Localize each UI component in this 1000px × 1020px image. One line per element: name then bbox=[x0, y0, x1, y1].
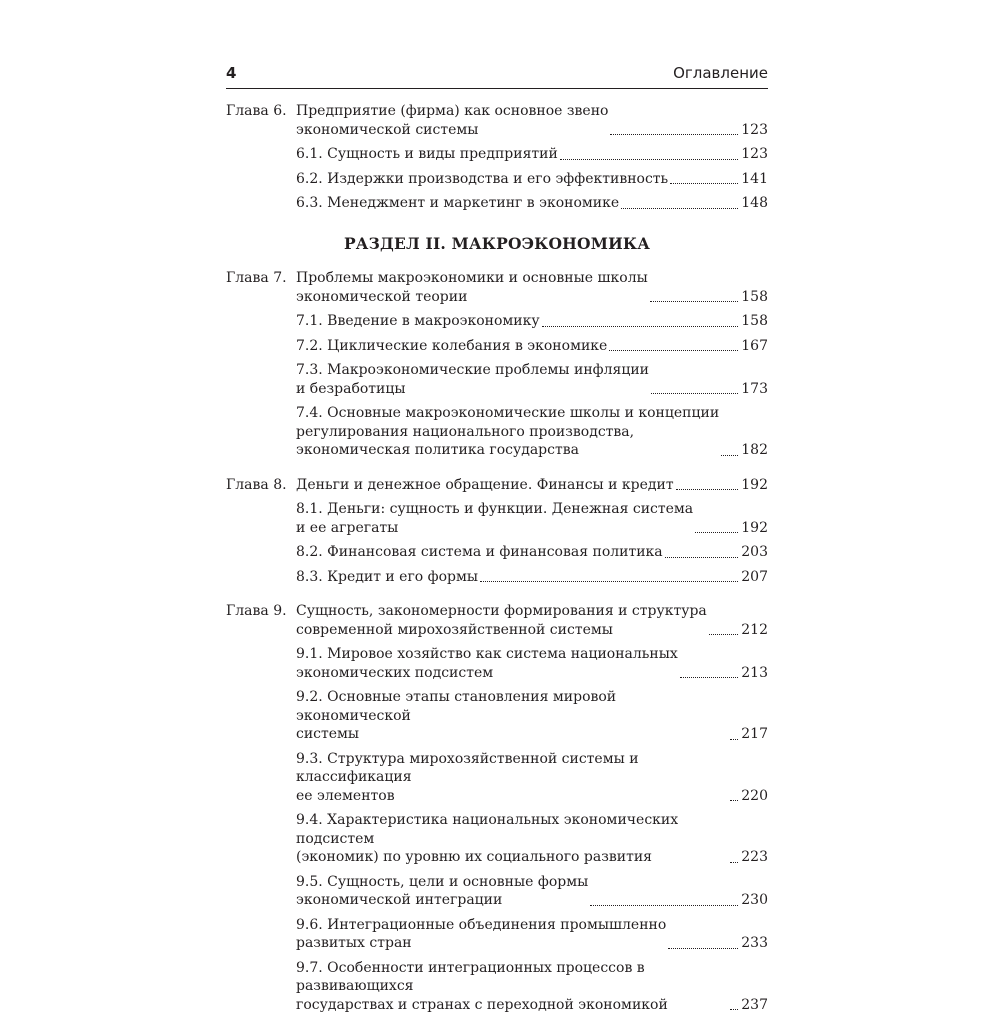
dot-leader bbox=[670, 183, 738, 184]
section-entry-title: 8.3. Кредит и его формы bbox=[296, 568, 479, 585]
section-entry[interactable] bbox=[296, 194, 768, 213]
page-header bbox=[226, 64, 768, 89]
section-entry-title: 6.2. Издержки производства и его эффективность bbox=[296, 170, 669, 187]
dot-leader bbox=[676, 489, 739, 490]
chapter-entry[interactable] bbox=[296, 476, 768, 495]
dot-leader bbox=[665, 557, 739, 558]
section-entry[interactable] bbox=[296, 170, 768, 189]
chapter-label: Глава 8. bbox=[226, 476, 287, 493]
chapter-entry-page: 123 bbox=[741, 121, 768, 138]
chapter-spacer bbox=[226, 466, 768, 476]
section-entry[interactable] bbox=[296, 337, 768, 356]
dot-leader bbox=[730, 800, 738, 801]
section-entry-page: 230 bbox=[741, 892, 768, 908]
dot-leader bbox=[651, 393, 738, 394]
section-entry-title: 9.3. Структура мирохозяйственной системы и классификация ее элементов bbox=[296, 750, 730, 806]
section-entry-page: 213 bbox=[741, 664, 768, 681]
dot-leader bbox=[542, 326, 739, 327]
dot-leader bbox=[609, 350, 738, 351]
section-entry-title: 7.4. Основные макроэкономические школы и концепции регулирования национального производства, экономическая политика государства bbox=[296, 405, 720, 458]
section-entry-page: 173 bbox=[741, 380, 768, 397]
section-entry[interactable] bbox=[296, 916, 768, 953]
section-entry-title: 8.1. Деньги: сущность и функции. Денежная система и ее агрегаты bbox=[296, 501, 694, 536]
section-entry-page: 141 bbox=[741, 170, 768, 187]
section-entry-title: 8.2. Финансовая система и финансовая политика bbox=[296, 544, 663, 560]
section-entry-title: 7.2. Циклические колебания в экономике bbox=[296, 337, 608, 354]
section-entry-title: 9.7. Особенности интеграционных процессов в развивающихся государствах и странах с переходной экономикой bbox=[296, 959, 730, 1015]
section-entry-page: 182 bbox=[741, 442, 768, 458]
chapter-entry[interactable] bbox=[296, 102, 768, 139]
chapter-entry-page: 212 bbox=[741, 621, 768, 638]
chapter-label: Глава 7. bbox=[226, 270, 287, 286]
section-entry-title: 6.3. Менеджмент и маркетинг в экономике bbox=[296, 195, 620, 211]
section-entry-page: 223 bbox=[741, 849, 768, 865]
chapter-entry-title: Сущность, закономерности формирования и структура современной мирохозяйственной системы bbox=[296, 603, 707, 638]
section-entry-title: 7.1. Введение в макроэкономику bbox=[296, 313, 540, 329]
chapter-entry-page: 158 bbox=[741, 288, 768, 305]
section-heading: РАЗДЕЛ II. МАКРОЭКОНОМИКА bbox=[343, 233, 651, 253]
chapter-block bbox=[226, 269, 768, 460]
dot-leader bbox=[560, 159, 738, 160]
section-entry[interactable] bbox=[296, 811, 768, 867]
chapter-block bbox=[226, 602, 768, 1014]
chapter-entry[interactable] bbox=[296, 269, 768, 306]
chapter-block bbox=[226, 476, 768, 587]
section-entry[interactable] bbox=[296, 312, 768, 331]
section-entry-title: 9.4. Характеристика национальных экономических подсистем (экономик) по уровню их социального развития bbox=[296, 811, 730, 867]
toc-part-2 bbox=[226, 269, 768, 1014]
dot-leader bbox=[709, 634, 739, 635]
dot-leader bbox=[650, 301, 739, 302]
chapter-entry-page: 192 bbox=[741, 476, 768, 493]
section-entry-title: 9.6. Интеграционные объединения промышленно развитых стран bbox=[296, 916, 667, 951]
dot-leader bbox=[590, 905, 738, 906]
running-title: Оглавление bbox=[673, 64, 768, 82]
section-entry-page: 123 bbox=[741, 146, 768, 162]
dot-leader bbox=[480, 581, 738, 582]
section-entry-page: 207 bbox=[741, 568, 768, 585]
section-entry-title: 9.5. Сущность, цели и основные формы экономической интеграции bbox=[296, 873, 589, 908]
section-entry-title: 6.1. Сущность и виды предприятий bbox=[296, 146, 558, 162]
section-entry-title: 7.3. Макроэкономические проблемы инфляции и безработицы bbox=[296, 362, 650, 397]
chapter-entry-title: Предприятие (фирма) как основное звено экономической системы bbox=[296, 103, 609, 138]
chapter-entry-title: Деньги и денежное обращение. Финансы и кредит bbox=[296, 476, 674, 493]
dot-leader bbox=[721, 455, 738, 456]
dot-leader bbox=[730, 862, 738, 863]
section-entry-title: 9.1. Мировое хозяйство как система национальных экономических подсистем bbox=[296, 646, 678, 681]
chapter-entry-title: Проблемы макроэкономики и основные школы экономической теории bbox=[296, 270, 648, 305]
section-entry-page: 220 bbox=[741, 787, 768, 804]
section-entry[interactable] bbox=[296, 543, 768, 562]
dot-leader bbox=[621, 208, 738, 209]
dot-leader bbox=[680, 677, 738, 678]
chapter-spacer bbox=[226, 592, 768, 602]
dot-leader bbox=[668, 948, 738, 949]
section-entry-page: 158 bbox=[741, 313, 768, 329]
section-entry-page: 237 bbox=[741, 996, 768, 1013]
section-entry[interactable] bbox=[296, 645, 768, 682]
section-entry[interactable] bbox=[296, 750, 768, 806]
section-entry-page: 217 bbox=[741, 726, 768, 742]
page-number: 4 bbox=[226, 64, 237, 82]
section-entry[interactable] bbox=[296, 959, 768, 1015]
section-entry-page: 192 bbox=[741, 519, 768, 536]
section-entry[interactable] bbox=[296, 361, 768, 398]
dot-leader bbox=[730, 739, 738, 740]
section-entry[interactable] bbox=[296, 688, 768, 744]
table-of-contents bbox=[226, 102, 768, 1020]
dot-leader bbox=[610, 134, 738, 135]
section-entry-title: 9.2. Основные этапы становления мировой экономической системы bbox=[296, 688, 730, 744]
section-entry[interactable] bbox=[296, 404, 768, 460]
section-entry-page: 233 bbox=[741, 935, 768, 951]
dot-leader bbox=[730, 1009, 738, 1010]
chapter-label: Глава 6. bbox=[226, 103, 287, 119]
chapter-label: Глава 9. bbox=[226, 603, 287, 619]
section-entry[interactable] bbox=[296, 873, 768, 910]
section-entry[interactable] bbox=[296, 145, 768, 164]
section-entry[interactable] bbox=[296, 568, 768, 587]
section-entry-page: 167 bbox=[741, 337, 768, 354]
section-entry-page: 203 bbox=[741, 544, 768, 560]
toc-part-1 bbox=[226, 102, 768, 213]
dot-leader bbox=[695, 532, 738, 533]
chapter-entry[interactable] bbox=[296, 602, 768, 639]
chapter-block bbox=[226, 102, 768, 213]
section-entry-page: 148 bbox=[741, 195, 768, 211]
section-entry[interactable] bbox=[296, 500, 768, 537]
